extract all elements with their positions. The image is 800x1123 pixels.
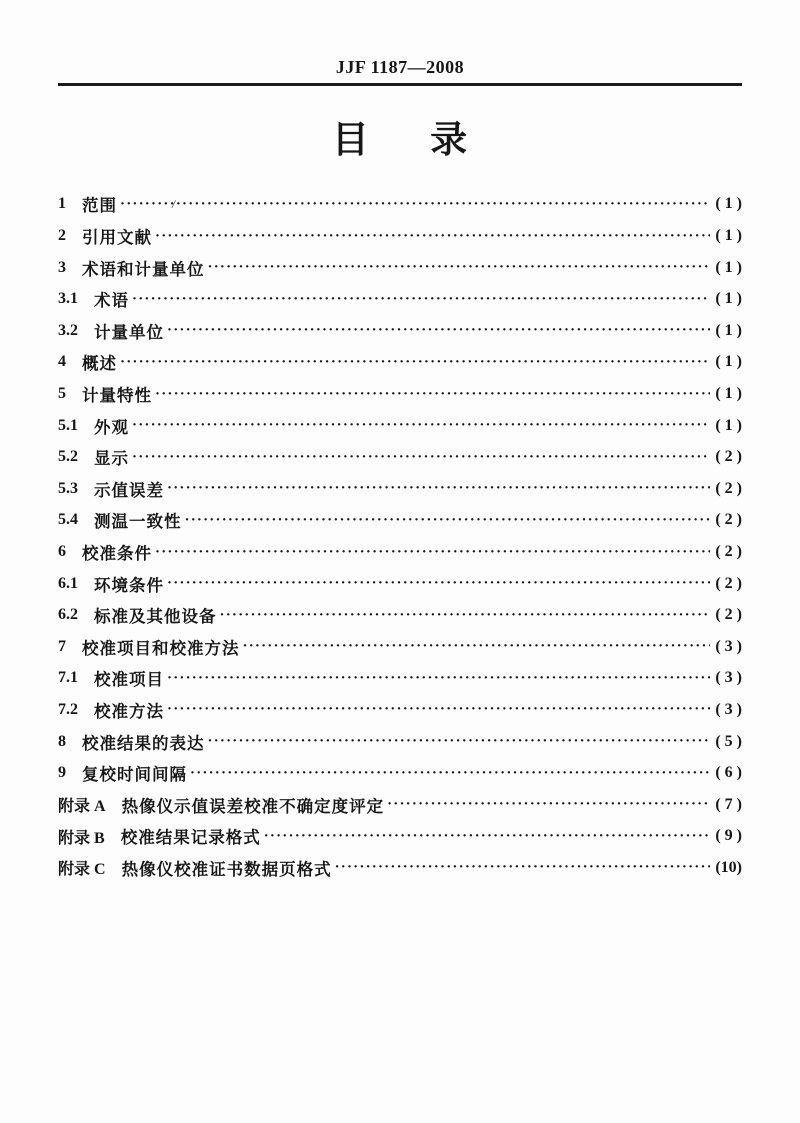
toc-entry-page: ( 5 ): [715, 732, 742, 750]
toc-entry-label: 引用文献: [82, 228, 152, 248]
toc-entry: [58, 694, 742, 726]
toc-entry-page: ( 1 ): [715, 353, 742, 371]
toc-entry-number: 7: [58, 637, 66, 655]
document-number: JJF 1187—2008: [335, 57, 465, 77]
toc-entry-page: ( 2 ): [715, 479, 742, 497]
toc-entry-label: 外观: [94, 417, 129, 437]
toc-entry-number: 5.1: [58, 416, 78, 434]
toc-entry-number: 附录 A: [58, 798, 106, 816]
dot-leader: [185, 512, 711, 529]
toc-entry-number: 2: [58, 227, 66, 245]
toc-entry: [58, 252, 742, 284]
dot-leader: [155, 386, 710, 403]
toc-entry-page: ( 1 ): [715, 321, 742, 339]
toc-entry-label: 校准项目: [94, 670, 164, 690]
toc-entry-page: ( 6 ): [715, 764, 742, 782]
dot-leader: [387, 796, 710, 813]
toc-entry: [58, 536, 742, 568]
toc-entry: [58, 663, 742, 695]
toc-entry: [58, 568, 742, 600]
dot-leader: [120, 196, 710, 213]
toc-entry-number: 6.1: [58, 574, 78, 592]
toc-entry-label: 显示: [94, 449, 129, 469]
page-title: 目 录: [331, 119, 469, 161]
toc-entry: [58, 347, 742, 379]
toc-entry-label: 标准及其他设备: [94, 607, 217, 627]
toc-entry-number: 7.2: [58, 700, 78, 718]
dot-leader: [264, 828, 711, 845]
dot-leader: [132, 291, 710, 308]
dot-leader: [167, 322, 710, 339]
toc-entry-number: 1: [58, 195, 66, 213]
toc-entry: [58, 283, 742, 315]
toc-entry-number: 6.2: [58, 606, 78, 624]
dot-leader: [120, 354, 710, 371]
toc-entry-label: 概述: [82, 354, 117, 374]
page-content: [0, 57, 800, 884]
dot-leader: [220, 607, 711, 624]
toc-entry-page: ( 2 ): [715, 511, 742, 529]
toc-entry-page: ( 1 ): [715, 195, 742, 213]
toc-entry-label: 计量特性: [82, 386, 152, 406]
toc-entry-page: ( 3 ): [715, 700, 742, 718]
toc-entry-label: 环境条件: [94, 575, 164, 595]
toc-entry: [58, 220, 742, 252]
toc-entry-label: 校准项目和校准方法: [82, 638, 240, 658]
toc-entry: [58, 726, 742, 758]
toc-entry: [58, 821, 742, 853]
toc-entry-number: 6: [58, 543, 66, 561]
toc-entry-label: 校准条件: [82, 544, 152, 564]
toc-entry-number: 5.2: [58, 448, 78, 466]
toc-entry-label: 示值误差: [94, 480, 164, 500]
dot-leader: [155, 544, 710, 561]
dot-leader: [167, 480, 710, 497]
scan-artifact: /: [171, 196, 177, 212]
toc-entry-label: 范围: [82, 196, 117, 216]
toc-entry-number: 3.1: [58, 290, 78, 308]
toc-entry: [58, 789, 742, 821]
toc-entry-number: 8: [58, 732, 66, 750]
toc-entry-page: ( 2 ): [715, 574, 742, 592]
toc-entry: [58, 757, 742, 789]
toc-entry-page: ( 7 ): [715, 795, 742, 813]
toc-entry: [58, 631, 742, 663]
toc-entry: [58, 315, 742, 347]
toc-entry-label: 热像仪校准证书数据页格式: [121, 859, 332, 879]
toc-entry-label: 术语: [94, 291, 129, 311]
toc-entry-number: 5: [58, 385, 66, 403]
toc-entry-page: ( 3 ): [715, 669, 742, 687]
toc-entry-label: 计量单位: [94, 322, 164, 342]
toc-entry-label: 复校时间间隔: [82, 765, 187, 785]
toc-entry: [58, 505, 742, 537]
toc-entry-label: 校准方法: [94, 701, 164, 721]
toc-entry-number: 5.4: [58, 511, 78, 529]
toc-entry-number: 3: [58, 258, 66, 276]
toc-entry-label: 测温一致性: [94, 512, 182, 532]
toc-entry-number: 附录 B: [58, 829, 105, 847]
toc-entry-page: ( 1 ): [715, 385, 742, 403]
dot-leader: [208, 733, 711, 750]
dot-leader: [167, 701, 710, 718]
toc-entry-page: ( 2 ): [715, 543, 742, 561]
toc-entry-label: 校准结果的表达: [82, 733, 205, 753]
header-rule: [58, 83, 742, 86]
toc-entry-page: ( 1 ): [715, 227, 742, 245]
toc-entry-page: ( 1 ): [715, 258, 742, 276]
toc-entry-number: 附录 C: [58, 861, 106, 879]
toc-entry: [58, 473, 742, 505]
dot-leader: [155, 228, 710, 245]
table-of-contents: [58, 189, 742, 884]
toc-entry-number: 7.1: [58, 669, 78, 687]
toc-entry-number: 9: [58, 764, 66, 782]
dot-leader: [208, 259, 711, 276]
dot-leader: [132, 417, 710, 434]
dot-leader: [335, 859, 711, 876]
toc-entry-number: 4: [58, 353, 66, 371]
toc-entry: [58, 189, 742, 221]
toc-entry-label: 校准结果记录格式: [120, 828, 261, 848]
toc-entry: [58, 410, 742, 442]
toc-entry-number: 3.2: [58, 321, 78, 339]
toc-entry-page: ( 1 ): [715, 290, 742, 308]
dot-leader: [167, 575, 710, 592]
dot-leader: [190, 765, 710, 782]
toc-entry-page: (10): [715, 858, 742, 876]
toc-entry-number: 5.3: [58, 479, 78, 497]
dot-leader: [132, 449, 710, 466]
dot-leader: [243, 638, 711, 655]
toc-entry-page: ( 2 ): [715, 606, 742, 624]
toc-entry-label: 术语和计量单位: [82, 259, 205, 279]
toc-entry: [58, 599, 742, 631]
toc-entry-page: ( 1 ): [715, 416, 742, 434]
toc-entry-label: 热像仪示值误差校准不确定度评定: [121, 796, 385, 816]
toc-entry-page: ( 9 ): [715, 827, 742, 845]
dot-leader: [167, 670, 710, 687]
toc-entry: [58, 378, 742, 410]
toc-entry-page: ( 2 ): [715, 448, 742, 466]
toc-entry: [58, 852, 742, 884]
toc-entry: [58, 441, 742, 473]
toc-entry-page: ( 3 ): [715, 637, 742, 655]
